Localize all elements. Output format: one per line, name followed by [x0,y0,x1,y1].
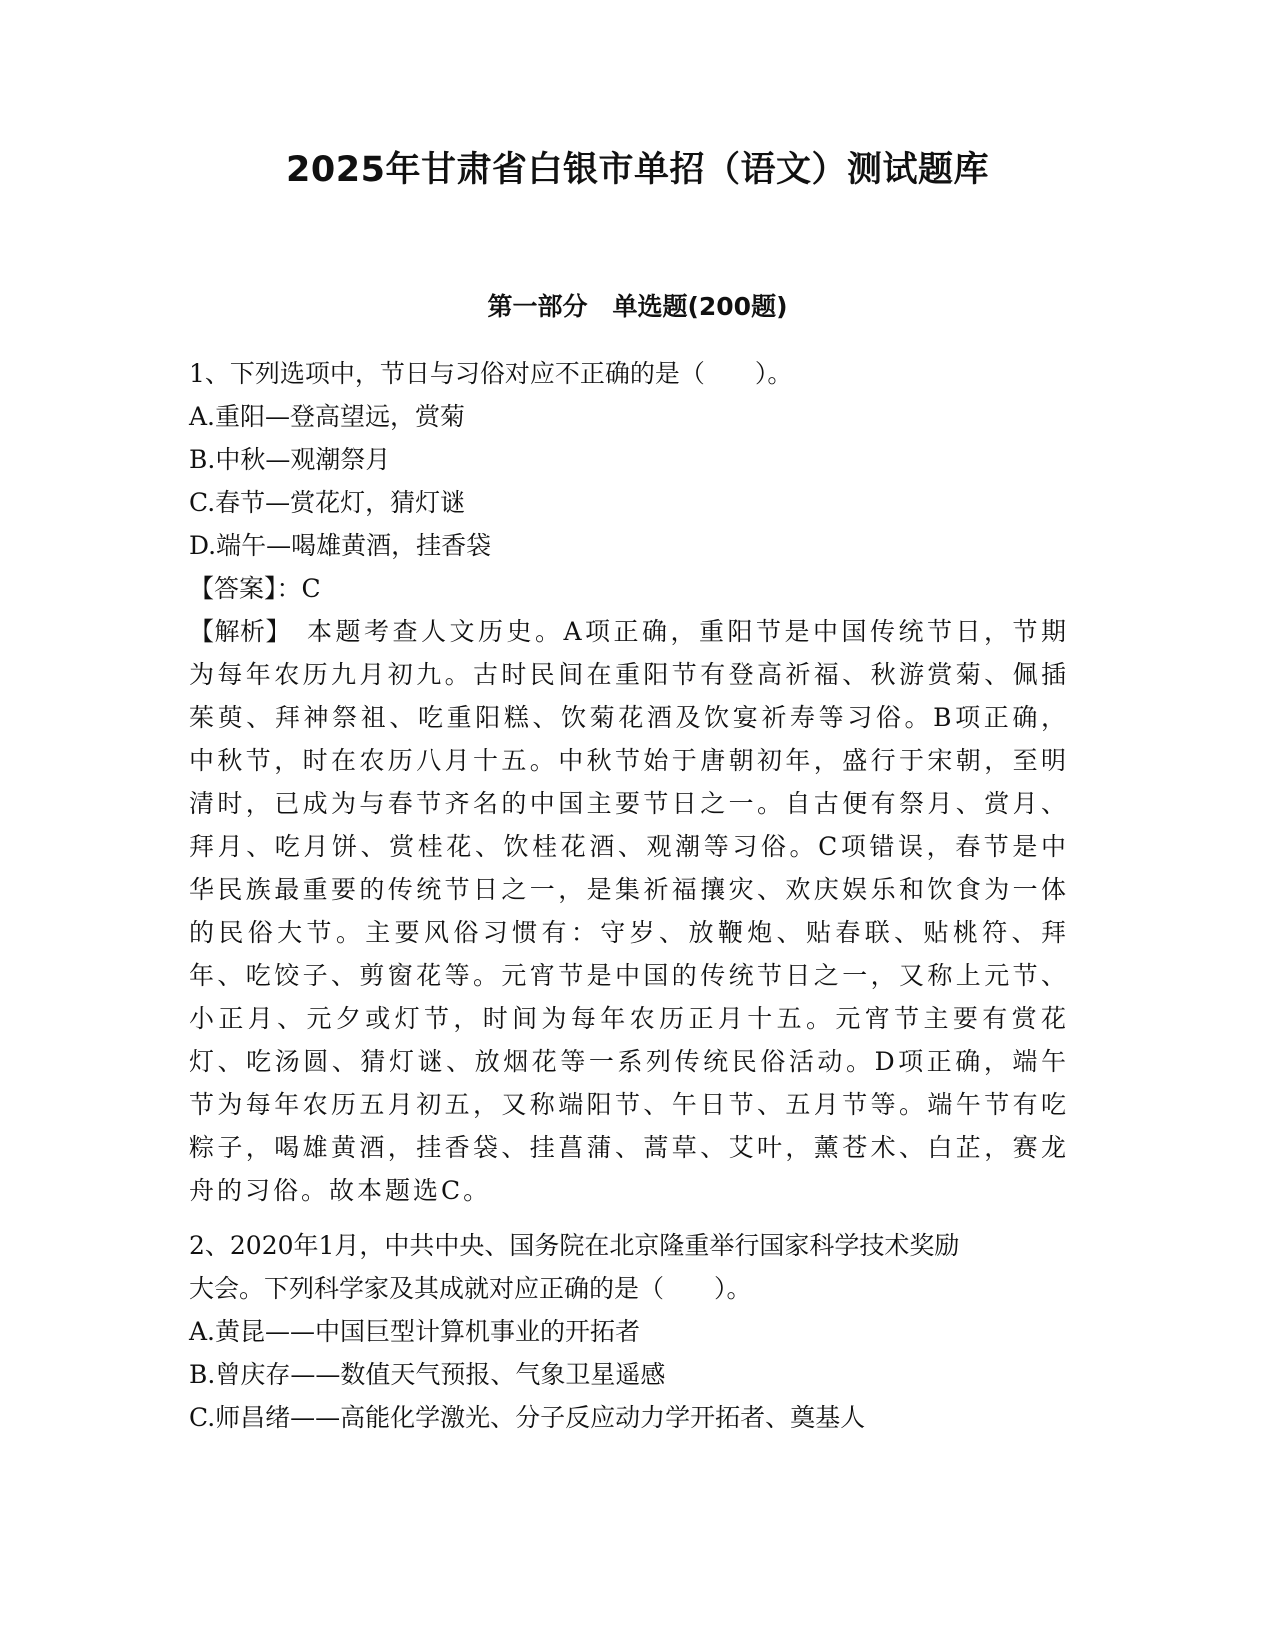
question-1-answer: 【答案】：C [189,574,321,603]
question-2-option-b: B.曾庆存——数值天气预报、气象卫星遥感 [189,1360,666,1389]
question-1-option-b: B.中秋—观潮祭月 [189,445,391,474]
question-1 [189,352,1089,1212]
question-2-stem-line-1: 2、2020年1月，中共中央、国务院在北京隆重举行国家科学技术奖励 [189,1231,960,1260]
section-heading: 第一部分 单选题(200题) [487,292,788,321]
question-1-option-c: C.春节—赏花灯，猜灯谜 [189,488,466,517]
question-2-option-a: A.黄昆——中国巨型计算机事业的开拓者 [189,1317,641,1346]
question-2-stem-line-2: 大会。下列科学家及其成就对应正确的是（ ）。 [189,1274,752,1303]
question-1-stem: 1、下列选项中，节日与习俗对应不正确的是（ ）。 [189,359,793,388]
question-1-option-a: A.重阳—登高望远，赏菊 [189,402,466,431]
question-2-option-c: C.师昌绪——高能化学激光、分子反应动力学开拓者、奠基人 [189,1403,866,1432]
question-1-option-d: D.端午—喝雄黄酒，挂香袋 [189,531,492,560]
analysis-label: 【解析】 [189,617,279,646]
question-2 [189,1224,1089,1439]
question-1-analysis [189,610,1069,1212]
document-title: 2025年甘肃省白银市单招（语文）测试题库 [286,150,989,190]
analysis-text: 本题考查人文历史。A项正确，重阳节是中国传统节日，节期为每年农历九月初九。古时民间在重阳节有登高祈福、秋游赏菊、佩插茱萸、拜神祭祖、吃重阳糕、饮菊花酒及饮宴祈寿等习俗。B项正确，中秋节，时在农历八月十五。中秋节始于唐朝初年，盛行于宋朝，至明清时，已成为与春节齐名的中国主要节日之一。自古便有祭月、赏月、拜月、吃月饼、赏桂花、饮桂花酒、观潮等习俗。C项错误，春节是中华民族最重要的传统节日之一，是集祈福攘灾、欢庆娱乐和饮食为一体的民俗大节。主要风俗习惯有：守岁、放鞭炮、贴春联、贴桃符、拜年、吃饺子、剪窗花等。元宵节是中国的传统节日之一，又称上元节、小正月、元夕或灯节，时间为每年农历正月十五。元宵节主要有赏花灯、吃汤圆、猜灯谜、放烟花等一系列传统民俗活动。D项正确，端午节为每年农历五月初五，又称端阳节、午日节、五月节等。端午节有吃粽子，喝雄黄酒，挂香袋、挂菖蒲、蒿草、艾叶，薰苍术、白芷，赛龙舟的习俗。故本题选C。 [189,617,1069,1205]
